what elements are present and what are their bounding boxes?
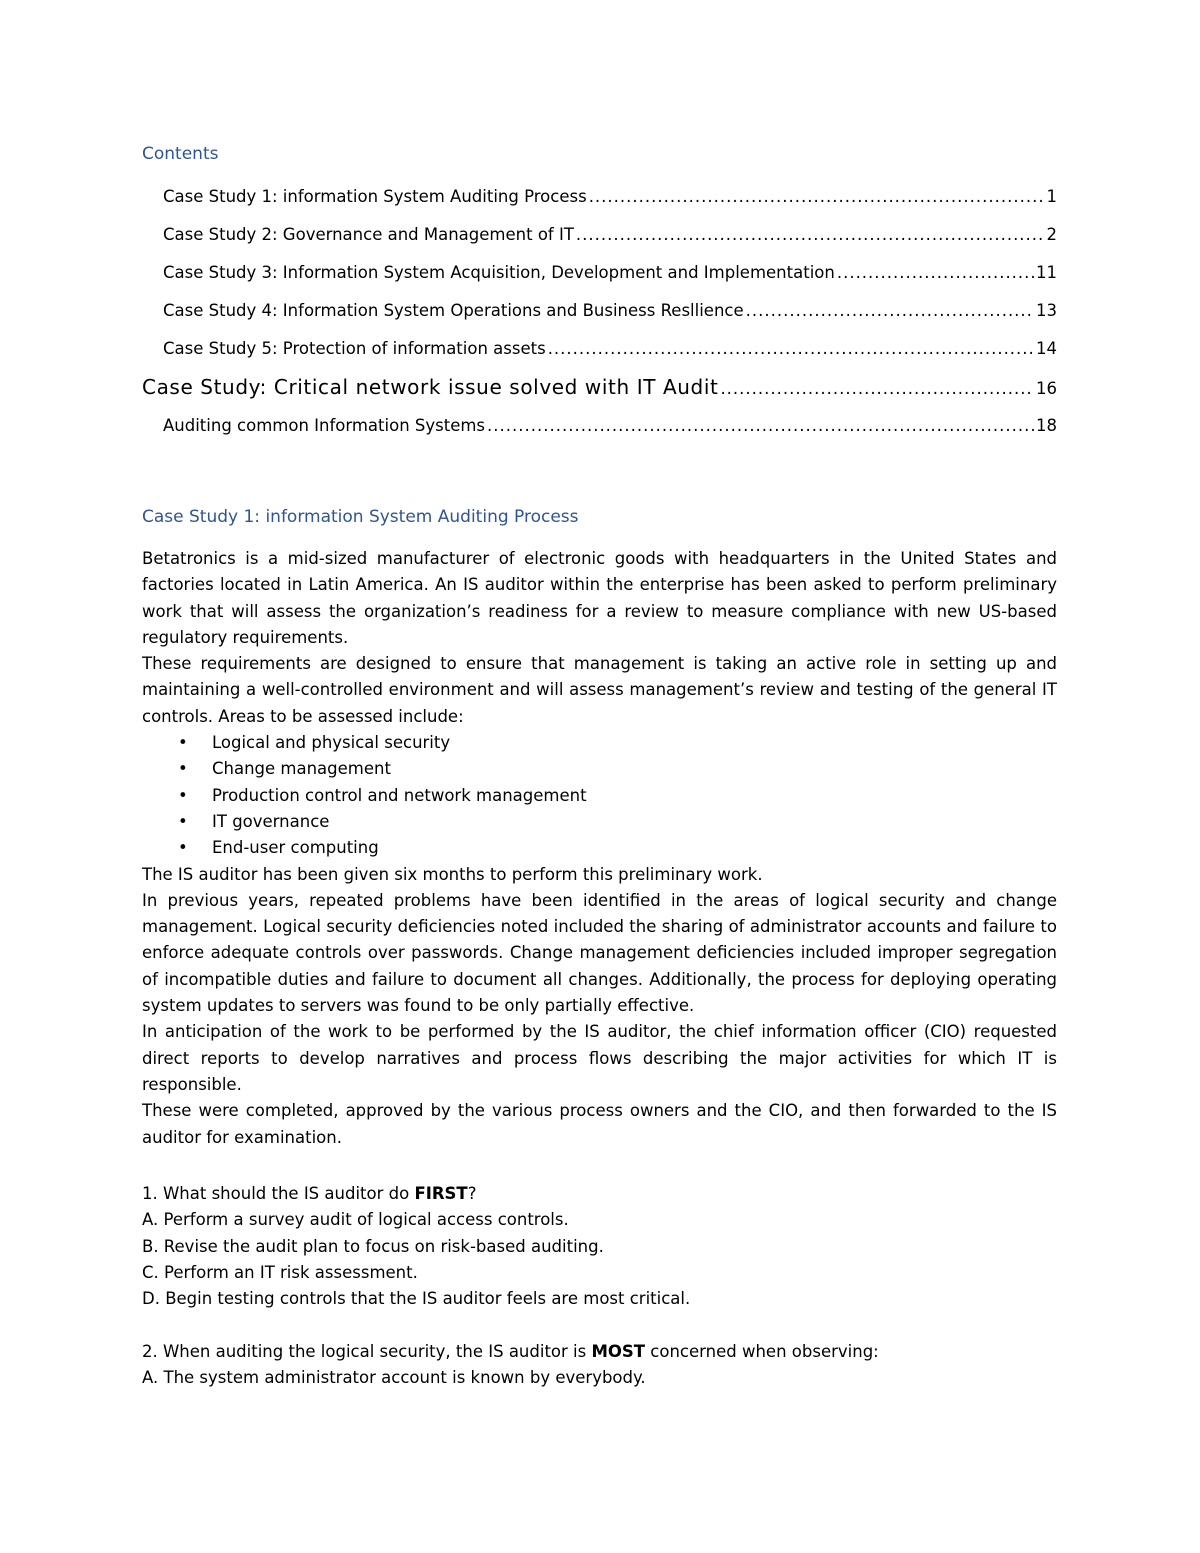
paragraph: In anticipation of the work to be performed by the IS auditor, the chief information officer (CIO) requested direct reports to develop narratives and process flows describing the major activities for which IT is responsible. bbox=[142, 1022, 1057, 1094]
toc-leader bbox=[837, 263, 1034, 282]
toc-entry-page: 16 bbox=[1036, 379, 1057, 398]
toc-title: Contents bbox=[142, 144, 219, 164]
toc-entry[interactable] bbox=[163, 301, 1057, 320]
toc-leader bbox=[576, 225, 1045, 244]
toc-entry-page: 2 bbox=[1046, 225, 1057, 244]
toc-entry-page: 1 bbox=[1046, 187, 1057, 206]
toc-leader bbox=[746, 301, 1034, 320]
assessment-areas-list bbox=[142, 730, 1057, 861]
toc-entry-page: 18 bbox=[1036, 416, 1057, 435]
paragraph: These requirements are designed to ensure that management is taking an active role in setting up and maintaining a well-controlled environment and will assess management’s review and testing of the general IT controls. Areas to be assessed include: bbox=[142, 654, 1057, 726]
toc-entry[interactable] bbox=[163, 339, 1057, 358]
toc-leader bbox=[589, 187, 1045, 206]
toc-entry[interactable] bbox=[163, 263, 1057, 282]
toc-entry-label: Case Study 5: Protection of information assets bbox=[163, 339, 546, 358]
toc-entry-label: Case Study 4: Information System Operations and Business Resllience bbox=[163, 301, 744, 320]
question-text: 2. When auditing the logical security, the IS auditor is bbox=[142, 1342, 592, 1361]
paragraph: These were completed, approved by the various process owners and the CIO, and then forwarded to the IS auditor for examination. bbox=[142, 1101, 1057, 1147]
paragraph: Betatronics is a mid-sized manufacturer of electronic goods with headquarters in the United States and factories located in Latin America. An IS auditor within the enterprise has been asked to perform preliminary work that will assess the organization’s readiness for a review to measure compliance with new US-based regulatory requirements. bbox=[142, 549, 1057, 647]
section-heading: Case Study 1: information System Auditing Process bbox=[142, 507, 579, 527]
toc-entry-label: Case Study 1: information System Auditing Process bbox=[163, 187, 587, 206]
toc-leader bbox=[548, 339, 1034, 358]
answer-option[interactable]: A. Perform a survey audit of logical access controls. bbox=[142, 1210, 569, 1230]
answer-option[interactable]: B. Revise the audit plan to focus on risk-based auditing. bbox=[142, 1236, 604, 1256]
question-2 bbox=[142, 1339, 1057, 1392]
toc-entry-label: Auditing common Information Systems bbox=[163, 416, 486, 435]
question-emphasis: FIRST bbox=[414, 1184, 468, 1203]
section-body bbox=[142, 546, 1057, 1151]
question-emphasis: MOST bbox=[591, 1342, 646, 1361]
toc-entry-page: 13 bbox=[1036, 301, 1057, 320]
toc-entry-page: 14 bbox=[1036, 339, 1057, 358]
toc-entry-label: Case Study 3: Information System Acquisition, Development and Implementation bbox=[163, 263, 835, 282]
paragraph: The IS auditor has been given six months to perform this preliminary work. bbox=[142, 864, 763, 884]
toc-entry[interactable] bbox=[163, 187, 1057, 206]
toc-entry-main[interactable] bbox=[142, 375, 1057, 399]
toc-entry[interactable] bbox=[163, 416, 1057, 435]
list-item: • Production control and network management bbox=[212, 783, 1057, 809]
list-item: • Change management bbox=[212, 756, 1057, 782]
list-item: • Logical and physical security bbox=[212, 730, 1057, 756]
question-stem bbox=[142, 1181, 1057, 1207]
question-1 bbox=[142, 1181, 1057, 1312]
toc-entry-label: Case Study 2: Governance and Management of IT bbox=[163, 225, 574, 244]
answer-option[interactable]: A. The system administrator account is known by everybody. bbox=[142, 1368, 646, 1388]
question-stem bbox=[142, 1339, 1057, 1365]
toc-leader bbox=[720, 379, 1034, 398]
toc-entry-page: 11 bbox=[1036, 263, 1057, 282]
answer-option[interactable]: C. Perform an IT risk assessment. bbox=[142, 1262, 418, 1282]
question-text: 1. What should the IS auditor do bbox=[142, 1184, 415, 1203]
toc-entry-label: Case Study: Critical network issue solved with IT Audit bbox=[142, 375, 719, 399]
answer-option[interactable]: D. Begin testing controls that the IS auditor feels are most critical. bbox=[142, 1289, 691, 1309]
question-text-end: concerned when observing: bbox=[645, 1342, 879, 1361]
paragraph: In previous years, repeated problems have been identified in the areas of logical security and change management. Logical security deficiencies noted included the sharing of administrator accounts and failure to enforce adequate controls over passwords. Change management deficiencies included improper segregation of incompatible duties and failure to document all changes. Additionally, the process for deploying operating system updates to servers was found to be only partially effective. bbox=[142, 890, 1057, 1016]
question-text-end: ? bbox=[467, 1184, 477, 1203]
list-item: • IT governance bbox=[212, 809, 1057, 835]
toc-entry[interactable] bbox=[163, 225, 1057, 244]
list-item: • End-user computing bbox=[212, 835, 1057, 861]
toc-leader bbox=[487, 416, 1034, 435]
